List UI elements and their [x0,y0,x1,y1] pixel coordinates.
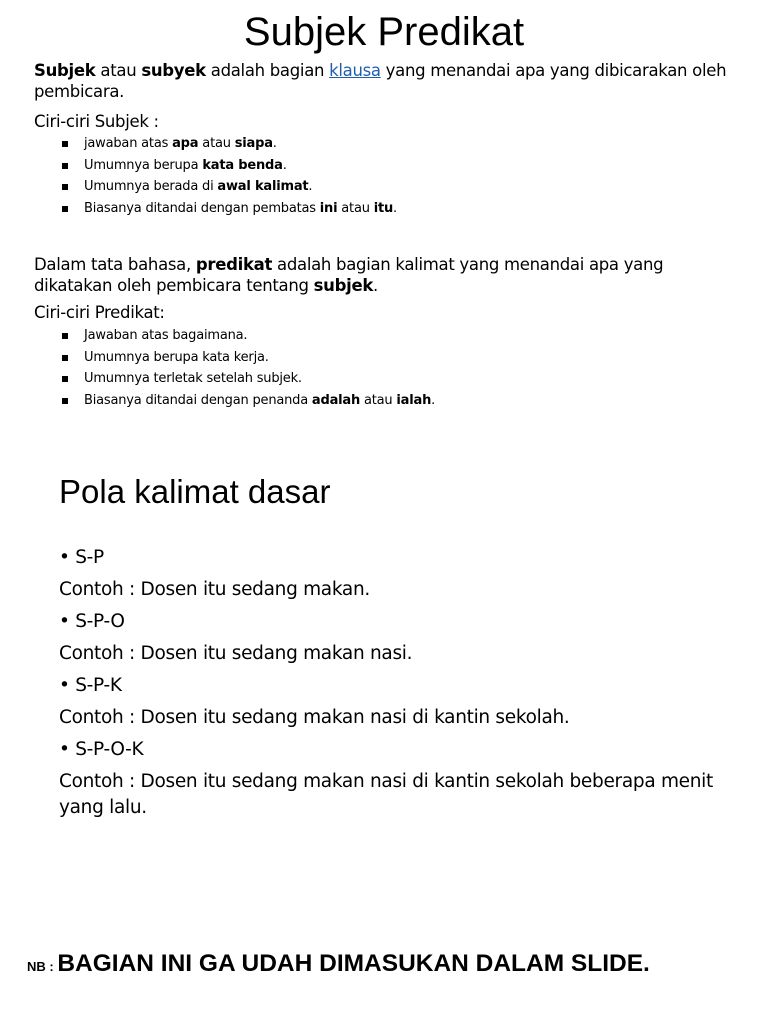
bold-text: adalah [311,392,361,408]
text: atau [198,136,235,151]
term-subjek: Subjek [34,61,96,80]
nb-note [27,950,650,978]
bold-text: awal kalimat [217,179,309,194]
text: Umumnya berupa [84,157,203,173]
pola-kalimat-title: Pola kalimat dasar [59,473,331,510]
ciri-subjek-list [62,133,397,219]
bullet-square-icon [62,355,68,361]
text: . [393,200,397,216]
example-sentence: Contoh : Dosen itu sedang makan nasi di kantin sekolah. [59,707,570,728]
ciri-subjek-heading: Ciri-ciri Subjek : [34,112,159,131]
bold-text: ini [319,200,338,216]
text: . [431,392,436,408]
bullet-square-icon [62,333,68,339]
list-item [62,347,435,369]
pattern-label: • S-P [59,547,104,568]
bold-text: siapa [234,136,273,151]
bullet-square-icon [62,141,68,147]
text: . [282,157,287,173]
text: Biasanya ditandai dengan pembatas [84,200,320,216]
example-sentence: Contoh : Dosen itu sedang makan nasi di kantin sekolah beberapa menit yang lalu. [59,771,713,818]
term-predikat: predikat [195,255,273,274]
subjek-definition [34,60,734,102]
klausa-link[interactable]: klausa [329,61,381,80]
text: atau [95,61,142,80]
list-item [62,325,435,347]
text: Umumnya berada di [84,179,218,194]
text: adalah bagian kalimat yang menandai apa yang dikatakan oleh pembicara tentang [34,255,664,295]
list-item [62,198,397,220]
nb-message: BAGIAN INI GA UDAH DIMASUKAN DALAM SLIDE. [57,950,650,977]
text: . [308,179,313,194]
example-sentence: Contoh : Dosen itu sedang makan. [59,579,370,600]
bold-text: apa [172,136,199,151]
text: Dalam tata bahasa, [34,255,196,274]
text: jawaban atas [84,136,173,151]
text: Umumnya berupa kata kerja. [84,349,269,365]
text: Jawaban atas bagaimana. [84,328,248,343]
list-item [62,133,397,155]
bullet-square-icon [62,163,68,169]
text: Biasanya ditandai dengan penanda [84,392,312,408]
bullet-square-icon [62,376,68,382]
term-subyek: subyek [141,61,206,80]
list-item [62,176,397,198]
list-item [62,390,435,412]
bullet-square-icon [62,184,68,190]
bold-text: kata benda [202,157,283,173]
pattern-label: • S-P-K [59,675,122,696]
nb-label: NB : [27,959,58,974]
bullet-square-icon [62,398,68,404]
text: Umumnya terletak setelah subjek. [84,371,302,386]
page-title: Subjek Predikat [243,10,525,54]
text: adalah bagian [205,61,330,80]
bold-text: ialah [396,392,432,408]
ciri-predikat-heading: Ciri-ciri Predikat: [34,303,165,322]
pattern-label: • S-P-O-K [59,739,144,760]
bullet-square-icon [62,206,68,212]
bold-text: itu [373,200,394,216]
list-item [62,155,397,177]
pattern-label: • S-P-O [59,611,125,632]
text: . [373,276,378,295]
predikat-definition [34,254,734,296]
text: yang menandai apa yang dibicarakan oleh pembicara. [34,61,727,101]
text: atau [337,200,374,216]
ciri-predikat-list [62,325,435,411]
pola-kalimat-list [59,545,739,823]
list-item [62,368,435,390]
term-subjek: subjek [313,276,374,295]
text: atau [360,392,397,408]
example-sentence: Contoh : Dosen itu sedang makan nasi. [59,643,413,664]
text: . [272,136,277,151]
